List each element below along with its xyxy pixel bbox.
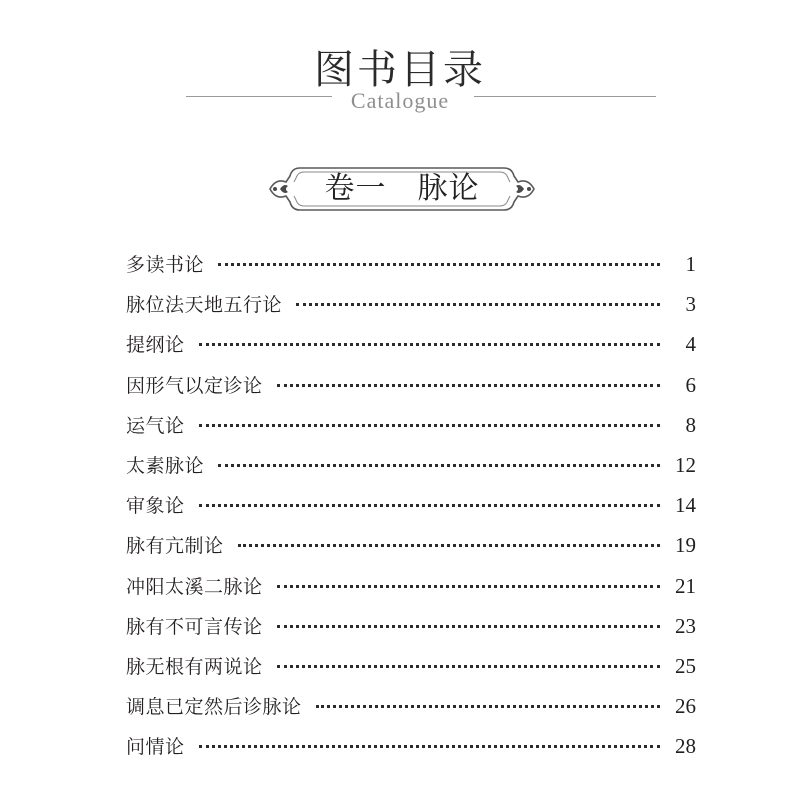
toc-entry-title: 脉无根有两说论 bbox=[126, 655, 263, 678]
dot-leader bbox=[277, 665, 660, 668]
toc-entry[interactable] bbox=[126, 284, 696, 324]
toc-entry-page: 8 bbox=[685, 412, 696, 437]
toc-entry-page: 3 bbox=[685, 292, 696, 317]
toc-entry[interactable] bbox=[126, 485, 696, 525]
dot-leader bbox=[277, 625, 660, 628]
toc-entry-title: 脉有不可言传论 bbox=[126, 615, 263, 638]
toc-entry-page: 23 bbox=[675, 613, 696, 638]
toc-entry-title: 调息已定然后诊脉论 bbox=[126, 696, 302, 719]
toc-entry-title: 提纲论 bbox=[126, 334, 185, 357]
dot-leader bbox=[199, 745, 660, 748]
toc-entry-page: 26 bbox=[675, 694, 696, 719]
toc-entry[interactable] bbox=[126, 646, 696, 686]
catalogue-header bbox=[0, 0, 800, 130]
table-of-contents bbox=[126, 244, 696, 766]
dot-leader bbox=[199, 343, 660, 346]
toc-entry[interactable] bbox=[126, 365, 696, 405]
toc-entry[interactable] bbox=[126, 606, 696, 646]
dot-leader bbox=[316, 705, 660, 708]
toc-entry-title: 审象论 bbox=[126, 495, 185, 518]
toc-entry-page: 19 bbox=[675, 533, 696, 558]
page-title: 图书目录 bbox=[314, 47, 486, 93]
toc-entry-title: 因形气以定诊论 bbox=[126, 374, 263, 397]
section-title: 卷一 脉论 bbox=[324, 171, 480, 206]
toc-entry-page: 25 bbox=[675, 653, 696, 678]
toc-entry-title: 问情论 bbox=[126, 736, 185, 759]
toc-entry-page: 1 bbox=[685, 252, 696, 276]
toc-entry-title: 脉有亢制论 bbox=[126, 535, 224, 558]
toc-entry-title: 太素脉论 bbox=[126, 454, 205, 477]
toc-entry[interactable] bbox=[126, 686, 696, 726]
toc-entry-title: 多读书论 bbox=[126, 254, 205, 276]
toc-entry-title: 运气论 bbox=[126, 414, 185, 437]
toc-entry-title: 脉位法天地五行论 bbox=[126, 294, 283, 317]
toc-entry[interactable] bbox=[126, 525, 696, 565]
dot-leader bbox=[199, 424, 660, 427]
toc-entry-page: 28 bbox=[675, 734, 696, 759]
dot-leader bbox=[296, 303, 660, 306]
dot-leader bbox=[199, 504, 660, 507]
toc-entry[interactable] bbox=[126, 726, 696, 766]
toc-entry[interactable] bbox=[126, 566, 696, 606]
toc-entry-page: 14 bbox=[675, 493, 696, 518]
dot-leader bbox=[218, 464, 660, 467]
page-subtitle: Catalogue bbox=[350, 88, 450, 113]
toc-entry[interactable] bbox=[126, 244, 696, 284]
toc-entry-page: 6 bbox=[685, 372, 696, 397]
toc-entry[interactable] bbox=[126, 324, 696, 364]
section-banner bbox=[266, 164, 538, 214]
dot-leader bbox=[238, 544, 660, 547]
toc-entry[interactable] bbox=[126, 405, 696, 445]
divider-right bbox=[474, 96, 656, 97]
toc-entry[interactable] bbox=[126, 445, 696, 485]
toc-entry-page: 21 bbox=[675, 573, 696, 598]
dot-leader bbox=[218, 263, 660, 266]
dot-leader bbox=[277, 585, 660, 588]
dot-leader bbox=[277, 384, 660, 387]
toc-entry-page: 12 bbox=[675, 452, 696, 477]
toc-entry-page: 4 bbox=[685, 332, 696, 357]
toc-entry-title: 冲阳太溪二脉论 bbox=[126, 575, 263, 598]
